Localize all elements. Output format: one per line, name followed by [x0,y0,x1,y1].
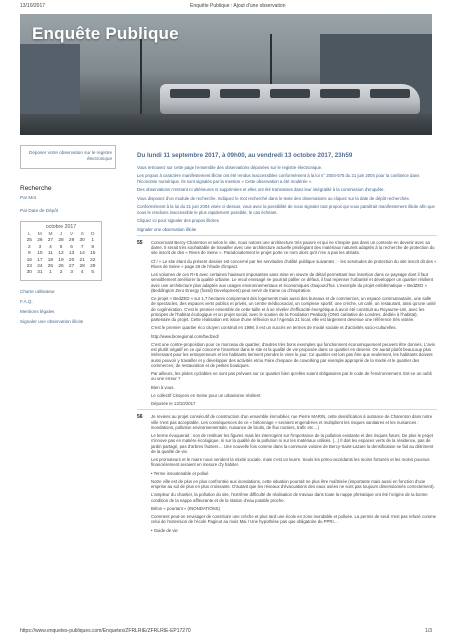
search-heading: Recherche [20,185,52,192]
intro-paragraph: Conformément à la loi du 21 juin 2004 visée ci-dessus, vous avez la possibilité de nous signaler tout propos qui vous paraîtrait manifestement illicite afin que nous le rendions inaccessible le plus rapidement possible, le cas échéant. [137,204,435,215]
calendar-day[interactable]: 3 [70,270,73,276]
observation [137,414,437,533]
intro-paragraph: Cliquez ici pour signaler des propos illicites [137,218,219,224]
sidebar-links [20,289,116,324]
observation-number: 55 [137,239,143,246]
calendar-weekday: J [59,232,63,237]
calendar-day[interactable]: 20 [68,257,75,263]
calendar-weekday: V [70,232,74,237]
tram-window [370,89,410,98]
calendar-day[interactable]: 27 [68,264,75,270]
divider [137,235,437,236]
calendar-day[interactable]: 3 [38,244,42,250]
observation-paragraph: Cf / « Le site étant du présent dossier est concerné par les servitudes d'utilité publique suivantes : - les servitudes de protection du site inscrit dit des « Rives de Seine » page 26 de l'étude d'impact. [151,258,437,269]
calendar-day[interactable]: 26 [37,238,43,244]
observation-paragraph: Concernant Bercy-Charenton et selon le site, nous notons une architecture très pauvre et qui ne s'inspire pas dans un contexte en devenir avec sa dame. Il serait très souhaitable de travailler avec une architecture actuelle privilégiant des matériaux naturels adaptés à la recherche de protection du site inscrit de des « Rives de Seine ». Paradoxalement le projet porte ce nom alors qu'il n'en a pas les attraits. [151,239,435,256]
calendar-week [24,270,98,276]
site-title[interactable]: Enquête Publique [32,24,179,43]
calendar-day[interactable]: 24 [37,264,43,270]
observation-paragraph: Le terme évoquerait : non de restituer les figures mais les interrogent sur l'importance de la pollution existante et des risques futurs. De plus le projet n'innove pas en matière écologique, ni sur la qualité de la pollution ni sur les matériaux utilisés. (...) Il doit les espaces verts de la résidence, pas de jardin partagé, pas d'arbres fruitiers… Une nouvelle fois comme dans la commune voisine de Bercy-Saint-Lazare la densification se fait au détriment de la qualité de vie. [151,433,434,454]
observation-paragraph: Le collectif Citoyens en Seine pour un urbanisme résilient [151,392,261,398]
calendar-weekday: M [37,232,42,237]
tram-window [220,89,260,98]
calendar-day[interactable]: 22 [90,257,96,263]
calendar-day[interactable]: 29 [90,264,96,270]
calendar-weekday: M [48,232,53,237]
observation-paragraph: Notre ville est de plus en plus confrontée aux inondations, cette situation pourrait ne plus être maîtrisée (importante mais aussi en fonction d'une emprise au sol de plus en plus croissante. D'autant que les réseaux d'évacuations des eaux usées ne sont pas toujours dimensionnés correctement). [151,478,435,490]
search-by-word-link[interactable]: Par Mot [20,195,37,200]
observation-paragraph: http://www.bioregional.com/bedzed/ [151,333,219,339]
observation-paragraph: Ce projet « BedZED » sur 1,7 hectares comprenant des logements mais aussi des bureaux et de commerces, un espace communautaire, une salle de spectacles, des espaces verts publics et privés, un centre médicosocial, un complexe sportif, une crèche, un café, un restaurant, ainsi qu'une unité de cogénération. C'est le premier ensemble de cette taille et à se révéler d'efficacité énergétique à avoir été construit au Royaume-Uni, avec les principes de l'habitat écologique et un projet social, avec le soutien de la Fondation Peabody (ONG caritative de Londres, dédiée à l'habitat), partenaire du projet. Cette réalisation est issue d'une réflexion sur l'Agenda 21 local, elle est largement devenue une référence très visitée. [151,296,436,323]
divider [137,409,437,410]
sidebar [20,145,116,324]
calendar-day[interactable]: 26 [58,264,64,270]
calendar-day[interactable]: 25 [26,238,32,244]
calendar-day[interactable]: 16 [26,257,32,263]
sidebar-link-legal[interactable]: Mentions légales [20,308,55,314]
search-by-date-link[interactable]: Par Date de Dépôt [20,208,59,213]
intro-paragraph: Des observations n'entrant ni ultérieures ni supprimées et elles ont été transmises dans leur intégralité à la commission d'enquête. [137,187,385,193]
observations-list [137,240,437,533]
enquiry-period-heading: Du lundi 11 septembre 2017, à 09h00, au vendredi 13 octobre 2017, 23h59 [137,152,353,159]
calendar-day[interactable]: 12 [58,251,64,257]
calendar-day[interactable]: 25 [47,264,54,270]
banner-road [20,114,432,135]
calendar-weekday: D [91,232,95,237]
calendar-day[interactable]: 19 [58,257,64,263]
calendar-day[interactable]: 28 [79,264,85,270]
observation-paragraph: Je reviens au projet consécutif de construction d'un ensemble immobilier, rue Pierre MARIN, cette densification à outrance de Charenton dans notre ville n'est pas acceptable. Les conséquences de ce « bétonnage » seraient engendrées et multiplient les risques sanitaires et les nuisances : inondations, pollution environnementale, nuisance de bruits, de flux routiers, trafic etc…) [151,414,433,430]
observation-paragraph: Les promoteurs et le maire nous vendent la mixité sociale, mais c'est un leurre. Seuls les primo-accédants les moins fortunés et les moins pourvus financièrement seraient en mesure d'y habiter. [151,457,430,468]
calendar-day[interactable]: 8 [91,244,95,250]
calendar-day[interactable]: 9 [27,251,31,257]
observation-paragraph: C'est le premier quartier éco citoyen construit en 1998, il est un succès en termes de mixité sociale et d'activités socio-culturelles. [151,325,397,331]
observation-paragraph: Déposée le 13/10/2017 [151,401,196,407]
calendar-day[interactable]: 4 [49,244,52,250]
calendar-day[interactable]: 18 [47,257,54,263]
print-header [20,3,432,11]
calendar-day[interactable]: 10 [37,251,43,257]
calendar-day[interactable]: 23 [26,264,32,270]
deposit-observation-link[interactable]: Déposer votre observation sur le registre électronique [20,145,116,169]
calendar-day[interactable]: 30 [79,238,85,244]
print-page-number: 1/3 [425,628,432,634]
print-footer [20,628,432,636]
calendar-day[interactable]: 28 [58,238,64,244]
report-illicit-link[interactable]: Signaler une observation illicite [137,226,197,232]
intro-paragraph: Vous retrouvez sur cette page l'ensemble des observations déposées sur le registre électronique. [137,165,323,170]
main-content [137,152,437,536]
banner-tram [160,84,420,114]
calendar-grid [24,238,98,276]
calendar-day[interactable]: 1 [49,270,52,276]
calendar-day[interactable]: 13 [68,251,75,257]
intro-text [137,165,437,232]
calendar-day[interactable]: 14 [79,251,85,257]
calendar-day[interactable]: 30 [26,270,32,276]
calendar-day[interactable]: 2 [27,244,31,250]
calendar-day[interactable]: 7 [80,244,84,250]
observation [137,240,437,407]
tram-window [270,89,310,98]
banner-pole [140,34,142,114]
print-date: 13/10/2017 [20,3,46,9]
calendar-day[interactable]: 4 [80,270,84,276]
calendar-day[interactable]: 31 [37,270,43,276]
sidebar-link-charter[interactable]: Charte utilisateur [20,288,55,294]
site-banner [20,14,432,135]
observation-paragraph: Bien à vous. [151,384,175,390]
sidebar-link-report[interactable]: Signaler une observation illicite [20,318,84,324]
sidebar-link-faq[interactable]: F.A.Q. [20,298,33,304]
observation-paragraph: • Terme insoutenable et pollué [151,470,209,476]
calendar-day[interactable]: 1 [91,238,95,244]
calendar-day[interactable]: 5 [91,270,95,276]
calendar-day[interactable]: 5 [59,244,63,250]
tram-window [320,89,360,98]
calendar-day[interactable]: 2 [59,270,63,276]
calendar-day[interactable]: 15 [90,251,96,257]
calendar-weekday: L [27,232,31,237]
calendar-day[interactable]: 17 [37,257,43,263]
observation-paragraph: C'est une contre-proposition pour ce morceau de quartier, d'autres très bons exemples qui fonctionnent économiquement peuvent être donnés. L'avis est plutôt négatif en ce qui concerne l'insertion dans le site et la qualité de vie proposée dans ce quartier en devenir. On aurait plutôt beaucoup plus intéressant pour les entrepreneurs et les habitants tiennent prendre le vivre le jour. Ce quartier est loin pas être que seulement, les habitants doivent aussi pouvoir y travailler et y développer des activités et/ou Faire d'espace de coworking par exemple approprié de la mixité et le quartier des commerces, de restauration et de petites boutiques. [151,341,435,368]
observation-paragraph: Les volumes de ces R+5 avec certaines hauteurs imposantes sans mise en œuvre de détail permettant leur insertion dans ce paysage dont il faut sensiblement améliorer la qualité urbaine. Le recul envisagé ne pourrait pallier ce défaut, il faut repenser l'urbanité et développer un quartier résilient avec une architecture plus adaptée aux usages environnementaux et économiques d'aujourd'hui. L'exemple du projet emblématique « BedZED » (Beddington Zero Energy (fossil) Development) peut servir de trame ou d'inspiration. [151,272,433,293]
tram-window [170,89,210,98]
calendar-weekday: S [80,232,84,237]
calendar [20,221,102,281]
print-url: https://www.enquetes-publiques.com/Enquetes/ZFRLRIE/ZFRLRIE-EP17270 [20,628,191,634]
intro-paragraph: Vous disposez d'un module de recherche. Indiquez le mot recherché dans le texte des observations ou cliquez sur la date de dépôt recherchée. [137,195,411,201]
observation-paragraph: L'ampleur du chantier, la pollution du site, l'extrême difficulté de réalisation de travaux dans toute la nappe phréatique ont été l'origine de la bonne condition de la nappe affleurante et de la station d'eau potable proche. [151,492,428,503]
observation-paragraph: • Guide de vie [151,527,178,533]
observation-number: 56 [137,414,143,421]
observation-paragraph: Comment peut-on envisager de construire une crèche et plus tard une école en zone inondable et polluée. La permis de seuil n'est pas refusé comme celui de l'extension de l'école Paginot au mois Mai ! Une hypothèse pas que obligatoire du PPRI… [151,514,437,525]
observation-paragraph: Par ailleurs, les pistes cyclables ne sont pas prévues sur ce quartier bien qu'elles soient obligatoires par le code de l'environnement. Est-ce un oubli ou une erreur ? [151,371,432,382]
print-page-title: Enquête Publique : Ajout d'une observation [190,3,286,9]
observation-paragraph: Béton « pourtant » (INONDATIONS) [151,505,220,511]
banner-building [20,44,80,114]
calendar-day[interactable]: 11 [47,251,53,257]
calendar-day[interactable]: 6 [70,244,73,250]
calendar-day[interactable]: 21 [79,257,85,263]
calendar-month: octobre 2017 [45,224,77,230]
calendar-day[interactable]: 29 [68,238,75,244]
intro-paragraph: Les propos à caractère manifestement illicite ont été rendus inaccessibles conformément à la loi n° 2004-575 du 21 juin 2004 pour la confiance dans l'économie numérique. Ils sont signalés par la mention « Cette observation a été modérée ». [137,173,420,184]
calendar-day[interactable]: 27 [47,238,54,244]
